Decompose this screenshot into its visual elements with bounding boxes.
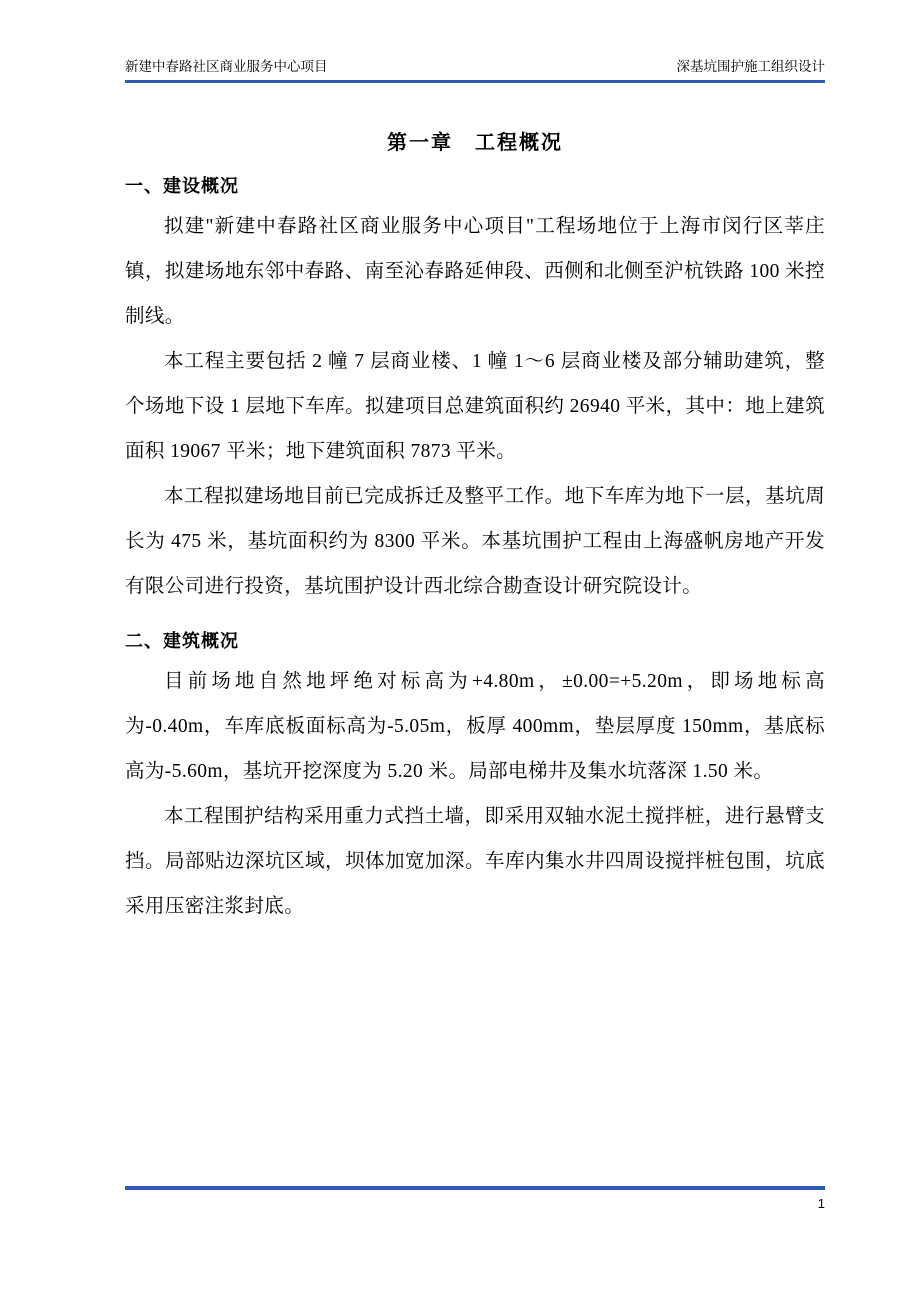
header-divider bbox=[125, 80, 825, 83]
document-body bbox=[125, 172, 825, 929]
page-footer bbox=[125, 1186, 825, 1211]
header-text-row bbox=[125, 58, 825, 79]
page-number: 1 bbox=[817, 1196, 825, 1211]
page-header bbox=[125, 58, 825, 83]
paragraph: 本工程主要包括 2 幢 7 层商业楼、1 幢 1～6 层商业楼及部分辅助建筑，整个场地下设 1 层地下车库。拟建项目总建筑面积约 26940 平米，其中：地上建筑面积 19067 平米；地下建筑面积 7873 平米。 bbox=[125, 351, 825, 462]
section-heading-1: 一、建设概况 bbox=[125, 176, 239, 196]
header-project-name: 新建中春路社区商业服务中心项目 bbox=[125, 59, 328, 74]
page-content bbox=[125, 0, 825, 1302]
paragraph: 本工程围护结构采用重力式挡土墙，即采用双轴水泥土搅拌桩，进行悬臂支挡。局部贴边深坑区域，坝体加宽加深。车库内集水井四周设搅拌桩包围，坑底采用压密注浆封底。 bbox=[125, 806, 825, 917]
chapter-title: 第一章 工程概况 bbox=[387, 132, 563, 154]
section-heading-2: 二、建筑概况 bbox=[125, 631, 239, 651]
paragraph: 拟建"新建中春路社区商业服务中心项目"工程场地位于上海市闵行区莘庄镇，拟建场地东邻中春路、南至沁春路延伸段、西侧和北侧至沪杭铁路 100 米控制线。 bbox=[125, 216, 825, 327]
header-document-name: 深基坑围护施工组织设计 bbox=[676, 59, 825, 74]
paragraph: 本工程拟建场地目前已完成拆迁及整平工作。地下车库为地下一层，基坑周长为 475 米，基坑面积约为 8300 平米。本基坑围护工程由上海盛帆房地产开发有限公司进行投资，基坑围护设计西北综合勘查设计研究院设计。 bbox=[125, 486, 825, 597]
paragraph: 目前场地自然地坪绝对标高为+4.80m，±0.00=+5.20m，即场地标高为-0.40m，车库底板面标高为-5.05m，板厚 400mm，垫层厚度 150mm，基底标高为-5.60m，基坑开挖深度为 5.20 米。局部电梯井及集水坑落深 1.50 米。 bbox=[125, 671, 825, 782]
